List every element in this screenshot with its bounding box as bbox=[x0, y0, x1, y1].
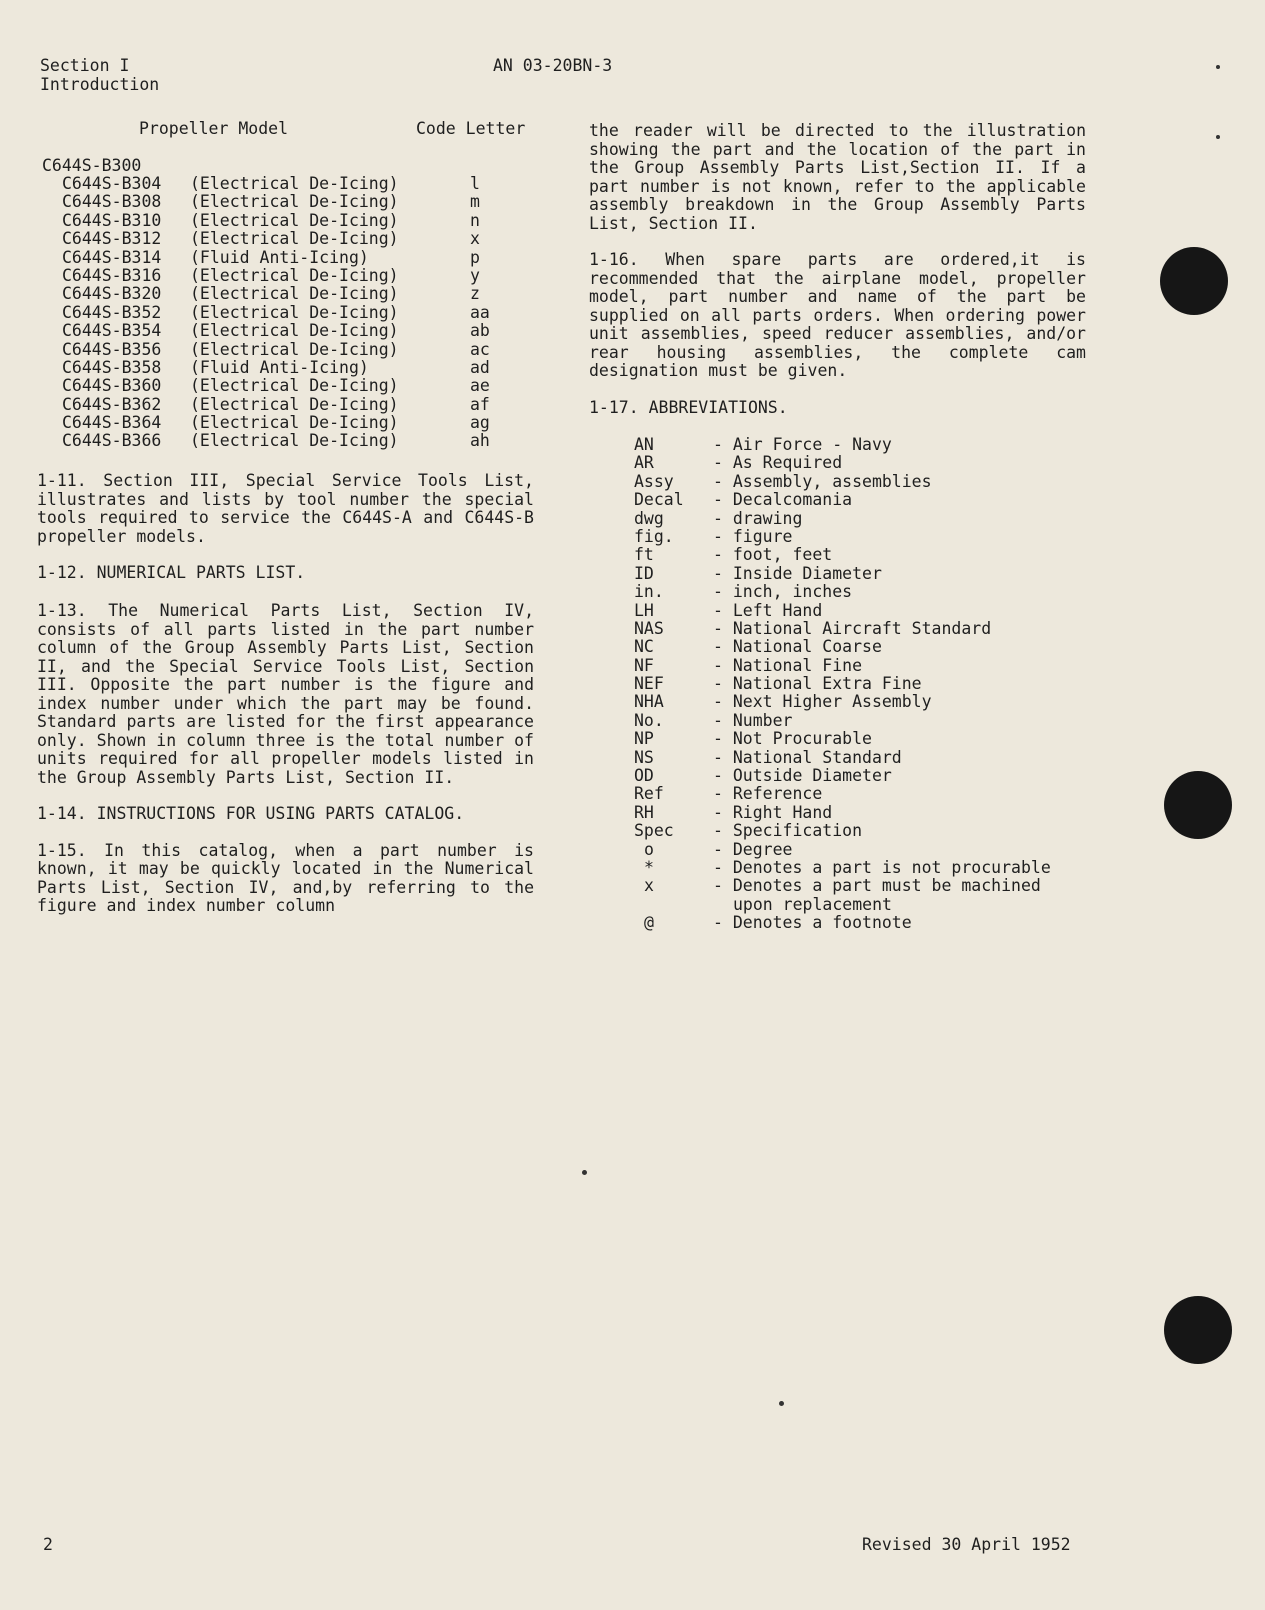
abbreviation: @ bbox=[644, 913, 654, 933]
model-description: (Electrical De-Icing) bbox=[190, 284, 399, 304]
model-table bbox=[0, 175, 560, 451]
abbreviation-row bbox=[0, 896, 1100, 914]
heading-1-17: 1-17. ABBREVIATIONS. bbox=[589, 397, 788, 417]
abbreviation-meaning: - inch, inches bbox=[713, 582, 853, 602]
code-letter: m bbox=[470, 192, 480, 212]
abbreviation-meaning: - National Coarse bbox=[713, 637, 882, 657]
paper-speck bbox=[779, 1401, 784, 1406]
heading-1-14: 1-14. INSTRUCTIONS FOR USING PARTS CATALOG. bbox=[37, 804, 465, 823]
model-number: C644S-B310 bbox=[62, 210, 162, 230]
model-description: (Electrical De-Icing) bbox=[190, 174, 399, 193]
abbreviation-row bbox=[0, 491, 1100, 509]
abbreviation: NS bbox=[634, 747, 654, 767]
abbreviation-row bbox=[0, 877, 1100, 895]
model-description: (Electrical De-Icing) bbox=[190, 339, 399, 359]
model-number: C644S-B360 bbox=[62, 376, 162, 396]
abbreviation-row bbox=[0, 454, 1100, 472]
model-row bbox=[0, 341, 560, 359]
model-row bbox=[0, 322, 560, 340]
model-row bbox=[0, 359, 560, 377]
abbreviation: NAS bbox=[634, 618, 664, 638]
abbreviation-row bbox=[0, 822, 1100, 840]
code-letter: n bbox=[470, 210, 480, 230]
model-row bbox=[0, 414, 560, 432]
abbreviation-meaning: - National Aircraft Standard bbox=[713, 618, 992, 638]
abbreviation-row bbox=[0, 841, 1100, 859]
abbreviation-meaning: - Air Force - Navy bbox=[713, 435, 892, 454]
abbreviation-meaning: - National Fine bbox=[713, 655, 863, 675]
abbreviation-row bbox=[0, 675, 1100, 693]
abbreviation-meaning: - Number bbox=[713, 710, 793, 730]
abbreviation-row bbox=[0, 749, 1100, 767]
model-row bbox=[0, 396, 560, 414]
binder-hole-top bbox=[1160, 247, 1228, 315]
model-number: C644S-B316 bbox=[62, 265, 162, 285]
abbreviation: NHA bbox=[634, 692, 664, 712]
abbreviation: Spec bbox=[634, 821, 674, 841]
model-description: (Electrical De-Icing) bbox=[190, 229, 399, 249]
paragraph-1-11: 1-11. Section III, Special Service Tools List, illustrates and lists by tool number the special tools required to service the C644S-A and C644S-B propeller models. bbox=[37, 471, 534, 546]
page-number: 2 bbox=[43, 1535, 53, 1554]
code-letter: ae bbox=[470, 376, 490, 396]
paragraph-1-15: 1-15. In this catalog, when a part number is known, it may be quickly located in the Numerical Parts List, Section IV, and,by referring to the figure and index number column bbox=[37, 840, 534, 915]
abbreviation: NEF bbox=[634, 674, 664, 694]
abbreviation-meaning: - Denotes a footnote bbox=[713, 913, 912, 933]
model-row bbox=[0, 267, 560, 285]
model-description: (Fluid Anti-Icing) bbox=[190, 357, 369, 377]
abbreviation: LH bbox=[634, 600, 654, 620]
document-number: AN 03-20BN-3 bbox=[493, 56, 613, 75]
model-number: C644S-B358 bbox=[62, 357, 162, 377]
section-label: Section I bbox=[40, 56, 130, 75]
code-letter: ac bbox=[470, 339, 490, 359]
code-letter: af bbox=[470, 394, 490, 414]
abbreviation-row bbox=[0, 914, 1100, 932]
abbreviation-meaning: - Decalcomania bbox=[713, 490, 853, 510]
model-description: (Electrical De-Icing) bbox=[190, 210, 399, 230]
abbreviation-row bbox=[0, 473, 1100, 491]
code-letter: ah bbox=[470, 431, 490, 451]
abbreviation-row bbox=[0, 657, 1100, 675]
abbreviation-row bbox=[0, 528, 1100, 546]
abbreviation-meaning: - foot, feet bbox=[713, 545, 833, 565]
model-number: C644S-B356 bbox=[62, 339, 162, 359]
model-number: C644S-B320 bbox=[62, 284, 162, 304]
paper-speck bbox=[1216, 65, 1220, 69]
abbreviation-row bbox=[0, 583, 1100, 601]
abbreviation: No. bbox=[634, 710, 664, 730]
model-group: C644S-B300 bbox=[42, 156, 142, 175]
abbreviation-meaning: - drawing bbox=[713, 508, 803, 528]
abbreviation-meaning: - Next Higher Assembly bbox=[713, 692, 932, 712]
abbreviation: OD bbox=[634, 766, 654, 786]
abbreviation-meaning: - Denotes a part is not procurable bbox=[713, 857, 1051, 877]
binder-hole-middle bbox=[1164, 771, 1232, 839]
model-description: (Electrical De-Icing) bbox=[190, 413, 399, 433]
code-letter: p bbox=[470, 247, 480, 267]
abbreviation: AR bbox=[634, 453, 654, 473]
abbreviation: AN bbox=[634, 435, 654, 454]
abbreviation: Decal bbox=[634, 490, 684, 510]
code-letter: l bbox=[470, 174, 480, 193]
model-description: (Electrical De-Icing) bbox=[190, 265, 399, 285]
heading-1-12: 1-12. NUMERICAL PARTS LIST. bbox=[37, 563, 306, 582]
abbreviation-row bbox=[0, 565, 1100, 583]
abbreviation: * bbox=[644, 857, 654, 877]
abbreviation: NF bbox=[634, 655, 654, 675]
model-description: (Electrical De-Icing) bbox=[190, 321, 399, 341]
abbreviation: o bbox=[644, 839, 654, 859]
abbreviation-row bbox=[0, 767, 1100, 785]
abbreviation-row bbox=[0, 620, 1100, 638]
code-letter: x bbox=[470, 229, 480, 249]
abbreviation-meaning: - Denotes a part must be machined bbox=[713, 876, 1041, 896]
abbreviation-row bbox=[0, 785, 1100, 803]
abbreviation-row bbox=[0, 804, 1100, 822]
model-row bbox=[0, 193, 560, 211]
model-number: C644S-B304 bbox=[62, 174, 162, 193]
model-number: C644S-B312 bbox=[62, 229, 162, 249]
abbreviation: in. bbox=[634, 582, 664, 602]
code-letter: ab bbox=[470, 321, 490, 341]
abbreviation: fig. bbox=[634, 526, 674, 546]
abbreviation: NC bbox=[634, 637, 654, 657]
model-row bbox=[0, 230, 560, 248]
abbreviation-row bbox=[0, 730, 1100, 748]
abbreviation: ID bbox=[634, 563, 654, 583]
model-row bbox=[0, 249, 560, 267]
code-letter: z bbox=[470, 284, 480, 304]
abbreviation-meaning: - figure bbox=[713, 526, 793, 546]
abbreviation: Assy bbox=[634, 471, 674, 491]
model-description: (Electrical De-Icing) bbox=[190, 431, 399, 451]
model-row bbox=[0, 175, 560, 193]
model-description: (Electrical De-Icing) bbox=[190, 192, 399, 212]
paper-speck bbox=[582, 1170, 587, 1175]
abbreviation-row bbox=[0, 510, 1100, 528]
abbreviation-meaning: - Outside Diameter bbox=[713, 766, 892, 786]
subsection-label: Introduction bbox=[40, 75, 160, 94]
code-letter: aa bbox=[470, 302, 490, 322]
abbreviation: RH bbox=[634, 802, 654, 822]
code-letter: ag bbox=[470, 413, 490, 433]
model-row bbox=[0, 304, 560, 322]
abbreviation-meaning: - Right Hand bbox=[713, 802, 833, 822]
abbreviation-meaning: - As Required bbox=[713, 453, 843, 473]
model-row bbox=[0, 285, 560, 303]
abbreviation: x bbox=[644, 876, 654, 896]
model-description: (Electrical De-Icing) bbox=[190, 394, 399, 414]
binder-hole-bottom bbox=[1164, 1296, 1232, 1364]
code-letter: ad bbox=[470, 357, 490, 377]
column-header-code: Code Letter bbox=[416, 119, 526, 138]
abbreviation: dwg bbox=[634, 508, 664, 528]
model-row bbox=[0, 212, 560, 230]
abbreviation-meaning: - Not Procurable bbox=[713, 729, 872, 749]
abbreviation-meaning: - National Standard bbox=[713, 747, 902, 767]
abbreviation-meaning: - Inside Diameter bbox=[713, 563, 882, 583]
abbreviation-row bbox=[0, 693, 1100, 711]
abbreviation-meaning: - National Extra Fine bbox=[713, 674, 922, 694]
model-number: C644S-B314 bbox=[62, 247, 162, 267]
abbreviation-meaning: - Specification bbox=[713, 821, 863, 841]
abbreviation-row bbox=[0, 638, 1100, 656]
paper-speck bbox=[1216, 135, 1220, 139]
abbreviation-row bbox=[0, 546, 1100, 564]
abbreviations-list bbox=[0, 436, 1100, 933]
code-letter: y bbox=[470, 265, 480, 285]
abbreviation-meaning: upon replacement bbox=[733, 894, 892, 914]
model-number: C644S-B352 bbox=[62, 302, 162, 322]
revision-date: Revised 30 April 1952 bbox=[862, 1535, 1071, 1554]
abbreviation-row bbox=[0, 859, 1100, 877]
paragraph-1-13: 1-13. The Numerical Parts List, Section IV, consists of all parts listed in the part number column of the Group Assembly Parts List, Section II, and the Special Service Tools List, Section III. Opposite the part number is the figure and index number under which the part may be found. Standard parts are listed for the first appearance only. Shown in column three is the total number of units required for all propeller models listed in the Group Assembly Parts List, Section II. bbox=[37, 601, 534, 787]
model-description: (Electrical De-Icing) bbox=[190, 302, 399, 322]
model-number: C644S-B308 bbox=[62, 192, 162, 212]
right-column bbox=[589, 122, 1086, 417]
abbreviation: Ref bbox=[634, 784, 664, 804]
abbreviation: NP bbox=[634, 729, 654, 749]
model-description: (Electrical De-Icing) bbox=[190, 376, 399, 396]
abbreviation: ft bbox=[634, 545, 654, 565]
column-header-model: Propeller Model bbox=[139, 119, 289, 138]
abbreviation-meaning: - Assembly, assemblies bbox=[713, 471, 932, 491]
model-number: C644S-B364 bbox=[62, 413, 162, 433]
abbreviation-row bbox=[0, 436, 1100, 454]
abbreviation-meaning: - Degree bbox=[713, 839, 793, 859]
model-number: C644S-B362 bbox=[62, 394, 162, 414]
model-description: (Fluid Anti-Icing) bbox=[190, 247, 369, 267]
paragraph-continued: the reader will be directed to the illustration showing the part and the location of the part in the Group Assembly Parts List,Section II. If a part number is not known, refer to the applicable assembly breakdown in the Group Assembly Parts List, Section II. bbox=[589, 121, 1086, 233]
abbreviation-meaning: - Reference bbox=[713, 784, 823, 804]
abbreviation-row bbox=[0, 712, 1100, 730]
abbreviation-row bbox=[0, 602, 1100, 620]
model-number: C644S-B366 bbox=[62, 431, 162, 451]
model-number: C644S-B354 bbox=[62, 321, 162, 341]
paragraph-1-16: 1-16. When spare parts are ordered,it is recommended that the airplane model, propeller model, part number and name of the part be supplied on all parts orders. When ordering power unit assemblies, speed reducer assemblies, and/or rear housing assemblies, the complete cam designation must be given. bbox=[589, 250, 1086, 380]
abbreviation-meaning: - Left Hand bbox=[713, 600, 823, 620]
model-row bbox=[0, 377, 560, 395]
